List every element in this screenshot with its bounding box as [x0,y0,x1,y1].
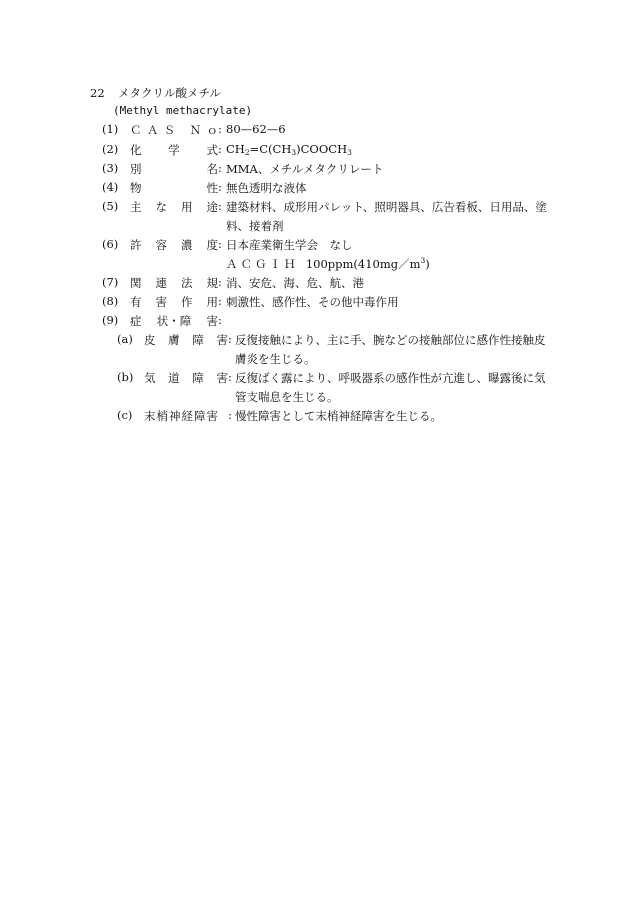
item-value: 建築材料、成形用パレット、照明器具、広告看板、日用品、塗 [226,200,547,214]
item-value: 日本産業衛生学会 なし [226,238,353,252]
colon: : [218,294,222,308]
item-number: (1) [102,122,119,136]
item-value: 80—62—6 [226,122,286,136]
item-number: (5) [102,199,119,213]
colon: : [218,199,222,213]
subitem-value: 反復ばく露により、呼吸器系の感作性が亢進し、曝露後に気 [235,371,546,385]
label-char: 別 [130,162,142,176]
label-char: 濃 [181,238,193,252]
item-number: (4) [102,180,119,194]
item-number: (6) [102,237,119,251]
label-char: 有 [130,295,142,309]
subitem-value: 慢性障害として末梢神経障害を生じる。 [235,409,442,423]
label-char: な [155,200,167,214]
item-chemical-formula [0,142,630,160]
label-char: 主 [130,200,142,214]
item-label [130,294,218,310]
acgih-limit: 100ppm(410mg／m [305,257,421,271]
subitem-value: 反復接触により、主に手、腕などの接触部位に感作性接触皮 [235,333,546,347]
item-properties [0,180,630,198]
label-char: 気 [144,371,156,385]
subitem-label [144,332,228,348]
label-char: 害 [216,333,228,347]
label-char: 関 [130,276,142,290]
acgih-close: ) [425,257,430,271]
section-number: 22 [90,86,105,100]
label-char: Ｃ [130,123,142,137]
label-char: 用 [181,200,193,214]
formula-subscript: 3 [291,148,297,157]
subitem-peripheral-nerve-disorder [0,408,630,426]
label-char: 皮 [144,333,156,347]
colon: : [218,161,222,175]
colon: : [218,122,222,136]
item-label [130,313,218,329]
subitem-number: (b) [117,370,134,384]
item-value: 消、安危、海、危、航、港 [226,276,364,290]
label-char: 障 [192,333,204,347]
colon: : [228,332,232,346]
colon: : [218,313,222,327]
subitem-skin-disorder-continued [0,351,630,369]
label-char: 害 [216,371,228,385]
colon: : [218,142,222,156]
item-alias [0,161,630,179]
formula-part: =C(CH [249,142,292,156]
label-char: 障 [192,371,204,385]
label-char: 度 [206,238,218,252]
colon: : [218,180,222,194]
label-char: 学 [168,143,180,157]
item-number: (9) [102,313,119,327]
subitem-skin-disorder [0,332,630,350]
item-value: MMA、メチルメタクリレート [226,162,384,176]
label-char: Ｎ [189,123,202,137]
item-related-laws [0,275,630,293]
item-label [130,161,218,177]
acgih-label: ＡＣＧＩＨ [226,257,299,271]
item-value: 刺激性、感作性、その他中毒作用 [226,295,399,309]
item-value: 無色透明な液体 [226,181,307,195]
colon: : [218,237,222,251]
label-char: 道 [168,371,180,385]
label-char: 式 [206,143,218,157]
chemical-formula [226,142,352,156]
label-char: 用 [206,295,218,309]
item-number: (8) [102,294,119,308]
subitem-number: (a) [117,332,133,346]
item-label [130,142,218,158]
subitem-label: 末梢神経障害 [144,409,219,423]
subitem-label [144,370,228,386]
item-main-uses-continued [0,218,630,236]
formula-part: CH [226,142,245,156]
item-number: (3) [102,161,119,175]
item-cas-no [0,122,630,140]
subitem-value-continued: 管支喘息を生じる。 [235,390,339,404]
item-symptoms [0,313,630,331]
item-value-continued: 料、接着剤 [226,219,284,233]
label-char: 連 [155,276,167,290]
item-label [130,199,218,215]
section-title: メタクリル酸メチル [118,86,221,100]
subitem-value-continued: 膚炎を生じる。 [235,352,316,366]
label-char: 膚 [168,333,180,347]
label-char: 途 [206,200,218,214]
label-char: 状・障 [156,314,192,328]
item-harmful-effects [0,294,630,312]
subitem-number: (c) [117,408,133,422]
label-char: Ａ [146,123,159,137]
label-char: 許 [130,238,142,252]
colon: : [218,275,222,289]
label-char: 性 [206,181,218,195]
label-char: Ｓ [163,123,176,137]
colon: : [228,408,232,422]
label-char: 害 [206,314,218,328]
label-char: 化 [130,143,142,157]
item-label [130,275,218,291]
label-char: 容 [155,238,167,252]
label-char [181,122,185,138]
unit-superscript: 3 [420,256,426,265]
item-number: (7) [102,275,119,289]
subitem-airway-disorder [0,370,630,388]
item-label [130,122,218,138]
subitem-airway-disorder-continued [0,389,630,407]
formula-subscript: 2 [244,148,250,157]
label-char: 作 [181,295,193,309]
label-char: 物 [130,181,142,195]
item-main-uses [0,199,630,217]
formula-part: )COOCH [296,142,348,156]
label-char: 名 [206,162,218,176]
label-char: 害 [155,295,167,309]
label-char: ｏ [206,123,218,137]
colon: : [228,370,232,384]
acgih-value [226,256,430,272]
label-char: 法 [181,276,193,290]
item-label [130,180,218,196]
label-char: 規 [206,276,218,290]
item-label [130,237,218,253]
item-number: (2) [102,142,119,156]
formula-subscript: 3 [347,148,352,157]
section-title-english: (Methyl methacrylate) [113,104,253,117]
item-acgih [0,256,630,274]
label-char: 症 [130,314,142,328]
item-allowable-concentration [0,237,630,255]
